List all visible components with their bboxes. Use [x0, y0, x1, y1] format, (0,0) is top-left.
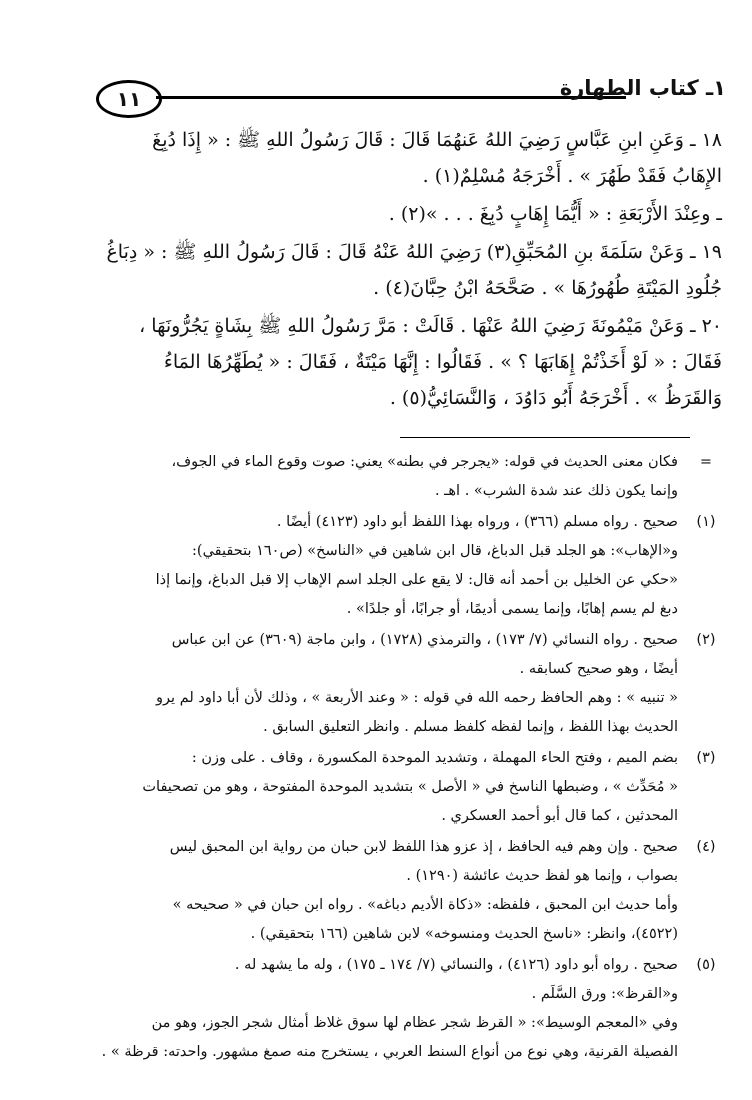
footnote-line: الحديث بهذا اللفظ ، وإنما لفظه كلفظ مسلم . وانظر التعليق السابق . — [263, 719, 678, 735]
footnote-marker: (٤) — [696, 839, 716, 855]
footnote-line: المحدثين ، كما قال أبو أحمد العسكري . — [441, 808, 678, 824]
footnote-line: وأما حديث ابن المحبق ، فلفظه: «ذكاة الأديم دباغه» . رواه ابن حبان في « صحيحه » — [172, 897, 678, 913]
footnote-marker: (٥) — [696, 957, 716, 973]
footnote-4 — [30, 833, 730, 949]
footnote-1 — [30, 508, 730, 624]
footnote-marker: = — [699, 454, 713, 470]
footnote-line: بصواب ، وإنما هو لفظ حديث عائشة (١٢٩٠) . — [406, 868, 678, 884]
footnote-line: (٤٥٢٢)، وانظر: «ناسخ الحديث ومنسوخه» لابن شاهين (١٦٦ بتحقيقي) . — [250, 926, 678, 942]
footnote-continued — [30, 448, 730, 506]
footnote-line: « تنبيه » : وهم الحافظ رحمه الله في قوله : « وعند الأربعة » ، وذلك لأن أبا داود لم يرو — [156, 690, 678, 706]
footnote-5 — [30, 951, 730, 1067]
footnote-line: و«القرظ»: ورق السَّلَم . — [531, 986, 678, 1002]
text-line: فَقَالَ : « لَوْ أَخَذْتُمْ إِهَابَهَا ؟ » . فَقَالُوا : إِنَّهَا مَيْتَةٌ ، فَقَالَ : « يُطَهِّرُهَا المَاءُ — [163, 351, 722, 373]
page-header — [96, 70, 726, 110]
header-rule — [156, 96, 626, 99]
chapter-title: ١ـ كتاب الطهارة — [559, 76, 726, 100]
footnote-divider — [400, 437, 690, 438]
text-line: ١٨ ـ وَعَنِ ابنِ عَبَّاسٍ رَضِيَ اللهُ عَنهُمَا قَالَ : قَالَ رَسُولُ اللهِ ﷺ : « إِذَا دُبِغَ — [152, 129, 722, 151]
footnote-line: صحيح . رواه النسائي (٧/ ١٧٣) ، والترمذي (١٧٢٨) ، وابن ماجة (٣٦٠٩) عن ابن عباس — [171, 632, 678, 648]
hadith-20 — [80, 308, 722, 416]
footnote-line: وإنما يكون ذلك عند شدة الشرب» . اهـ . — [434, 483, 678, 499]
footnote-line: و«الإهاب»: هو الجلد قبل الدباغ، قال ابن شاهين في «الناسخ» (ص١٦٠ بتحقيقي): — [192, 543, 678, 559]
footnotes — [30, 448, 730, 1069]
footnote-line: بضم الميم ، وفتح الحاء المهملة ، وتشديد الموحدة المكسورة ، وقاف . على وزن : — [191, 750, 678, 766]
text-line: ـ وعِنْدَ الأَرْبَعَةِ : « أَيُّمَا إِهَابٍ دُبِغَ . . . »(٢) . — [388, 203, 722, 225]
text-line: ١٩ ـ وَعَنْ سَلَمَةَ بنِ المُحَبِّقِ(٣) رَضِيَ اللهُ عَنْهُ قَالَ : قَالَ رَسُولُ اللهِ ﷺ : « دِبَاغُ — [106, 241, 722, 263]
footnote-line: دبغ لم يسم إهابًا، وإنما يسمى أديمًا، أو جرابًا، أو جلدًا» . — [346, 601, 678, 617]
footnote-marker: (٢) — [696, 632, 716, 648]
hadith-18-variant — [80, 196, 722, 232]
footnote-line: فكان معنى الحديث في قوله: «يجرجر في بطنه» يعني: صوت وقوع الماء في الجوف، — [171, 454, 678, 470]
footnote-line: وفي «المعجم الوسيط»: « القرظ شجر عظام لها سوق غلاظ أمثال شجر الجوز، وهو من — [151, 1015, 678, 1031]
text-line: وَالقَرَظُ » . أَخْرَجَهُ أَبُو دَاوُدَ ، وَالنَّسَائِيُّ(٥) . — [389, 387, 722, 409]
footnote-marker: (١) — [696, 514, 716, 530]
footnote-2 — [30, 626, 730, 742]
footnote-3 — [30, 744, 730, 831]
text-line: ٢٠ ـ وَعَنْ مَيْمُونَةَ رَضِيَ اللهُ عَنْهَا . قَالَتْ : مَرَّ رَسُولُ اللهِ ﷺ بِشَاةٍ يَجُرُّونَهَا ، — [139, 315, 722, 337]
page-number: ١١ — [96, 80, 162, 118]
footnote-line: صحيح . رواه أبو داود (٤١٢٦) ، والنسائي (٧/ ١٧٤ ـ ١٧٥) ، وله ما يشهد له . — [234, 957, 678, 973]
footnote-line: « مُحَدِّث » ، وضبطها الناسخ في « الأصل » بتشديد الموحدة المفتوحة ، وهو من تصحيفات — [142, 779, 678, 795]
text-line: الإِهَابُ فَقَدْ طَهُرَ » . أَخْرَجَهُ مُسْلِمٌ(١) . — [422, 165, 722, 187]
footnote-line: الفصيلة القرنية، وهي نوع من أنواع السنط العربي ، يستخرج منه صمغ مشهور. واحدته: قرظة » . — [101, 1044, 678, 1060]
footnote-marker: (٣) — [696, 750, 716, 766]
footnote-line: «حكي عن الخليل بن أحمد أنه قال: لا يقع على الجلد اسم الإهاب إلا قبل الدباغ، وإنما إذا — [155, 572, 678, 588]
hadith-18 — [80, 122, 722, 194]
footnote-line: صحيح . وإن وهم فيه الحافظ ، إذ عزو هذا اللفظ لابن حبان من رواية ابن المحبق ليس — [169, 839, 678, 855]
text-line: جُلُودِ المَيْتَةِ طُهُورُهَا » . صَحَّحَهُ ابْنُ حِبَّانَ(٤) . — [373, 277, 722, 299]
hadith-19 — [80, 234, 722, 306]
hadith-text — [80, 122, 722, 418]
footnote-line: أيضًا ، وهو صحيح كسابقه . — [519, 661, 678, 677]
footnote-line: صحيح . رواه مسلم (٣٦٦) ، ورواه بهذا اللفظ أبو داود (٤١٢٣) أيضًا . — [276, 514, 678, 530]
